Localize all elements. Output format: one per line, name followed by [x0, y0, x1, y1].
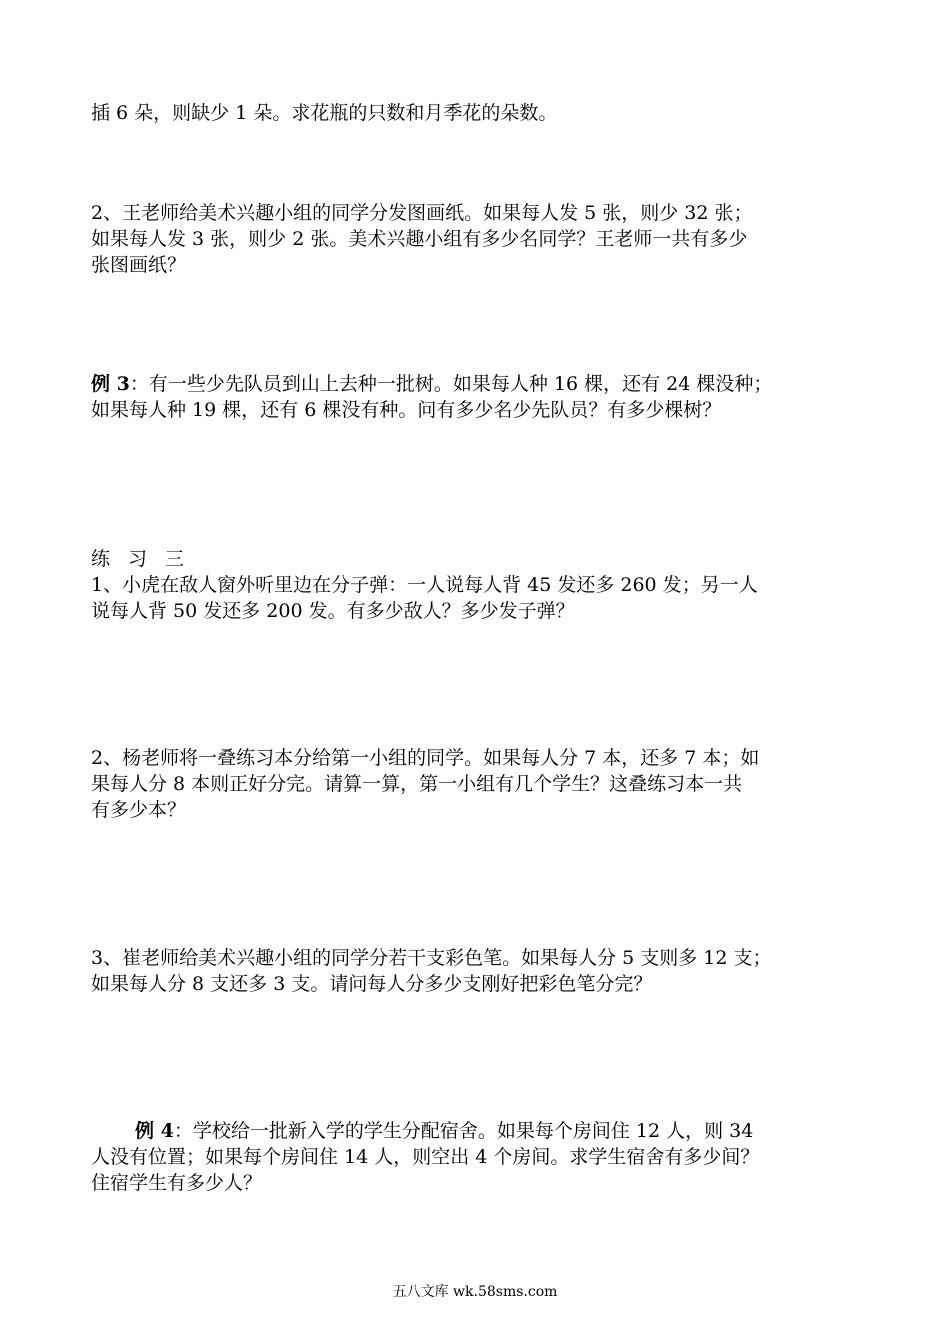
example-3-line-1-text: ：有一些少先队员到山上去种一批树。如果每人种 16 棵，还有 24 棵没种； [129, 373, 773, 395]
practice-3-q2-line-3: 有多少本？ [91, 799, 187, 821]
practice-3-title: 练习三 [91, 548, 203, 570]
problem-2-line-2: 如果每人发 3 张，则少 2 张。美术兴趣小组有多少名同学？王老师一共有多少 [91, 228, 748, 250]
example-4-label: 例 4 [135, 1120, 174, 1142]
practice-3-q1-line-1: 1、小虎在敌人窗外听里边在分子弹：一人说每人背 45 发还多 260 发；另一人 [91, 574, 758, 596]
example-3-line-2: 如果每人种 19 棵，还有 6 棵没有种。问有多少名少先队员？有多少棵树？ [91, 399, 722, 421]
example-3-label: 例 3 [91, 373, 130, 395]
example-4-line-1 [135, 1118, 753, 1144]
practice-3-q1-line-2: 说每人背 50 发还多 200 发。有多少敌人？多少发子弹？ [91, 600, 575, 622]
practice-3-q3-line-2: 如果每人分 8 支还多 3 支。请问每人分多少支刚好把彩色笔分完？ [91, 973, 653, 995]
continuation-line-1: 插 6 朵，则缺少 1 朵。求花瓶的只数和月季花的朵数。 [91, 102, 558, 124]
example-3-line-1 [91, 371, 772, 397]
problem-2-line-1: 2、王老师给美术兴趣小组的同学分发图画纸。如果每人发 5 张，则少 32 张； [91, 202, 753, 224]
example-4-line-1-text: ：学校给一批新入学的学生分配宿舍。如果每个房间住 12 人，则 34 [173, 1120, 754, 1142]
problem-2-line-3: 张图画纸？ [91, 254, 187, 276]
practice-3-q2-line-1: 2、杨老师将一叠练习本分给第一小组的同学。如果每人分 7 本，还多 7 本；如 [91, 747, 760, 769]
example-4-line-2: 人没有位置；如果每个房间住 14 人，则空出 4 个房间。求学生宿舍有多少间？ [91, 1146, 760, 1168]
practice-3-q3-line-1: 3、崔老师给美术兴趣小组的同学分若干支彩色笔。如果每人分 5 支则多 12 支； [91, 947, 772, 969]
practice-3-q2-line-2: 果每人分 8 本则正好分完。请算一算，第一小组有几个学生？这叠练习本一共 [91, 773, 743, 795]
page-footer: 五八文库 wk.58sms.com [392, 1284, 558, 1300]
example-4-line-3: 住宿学生有多少人？ [91, 1172, 263, 1194]
